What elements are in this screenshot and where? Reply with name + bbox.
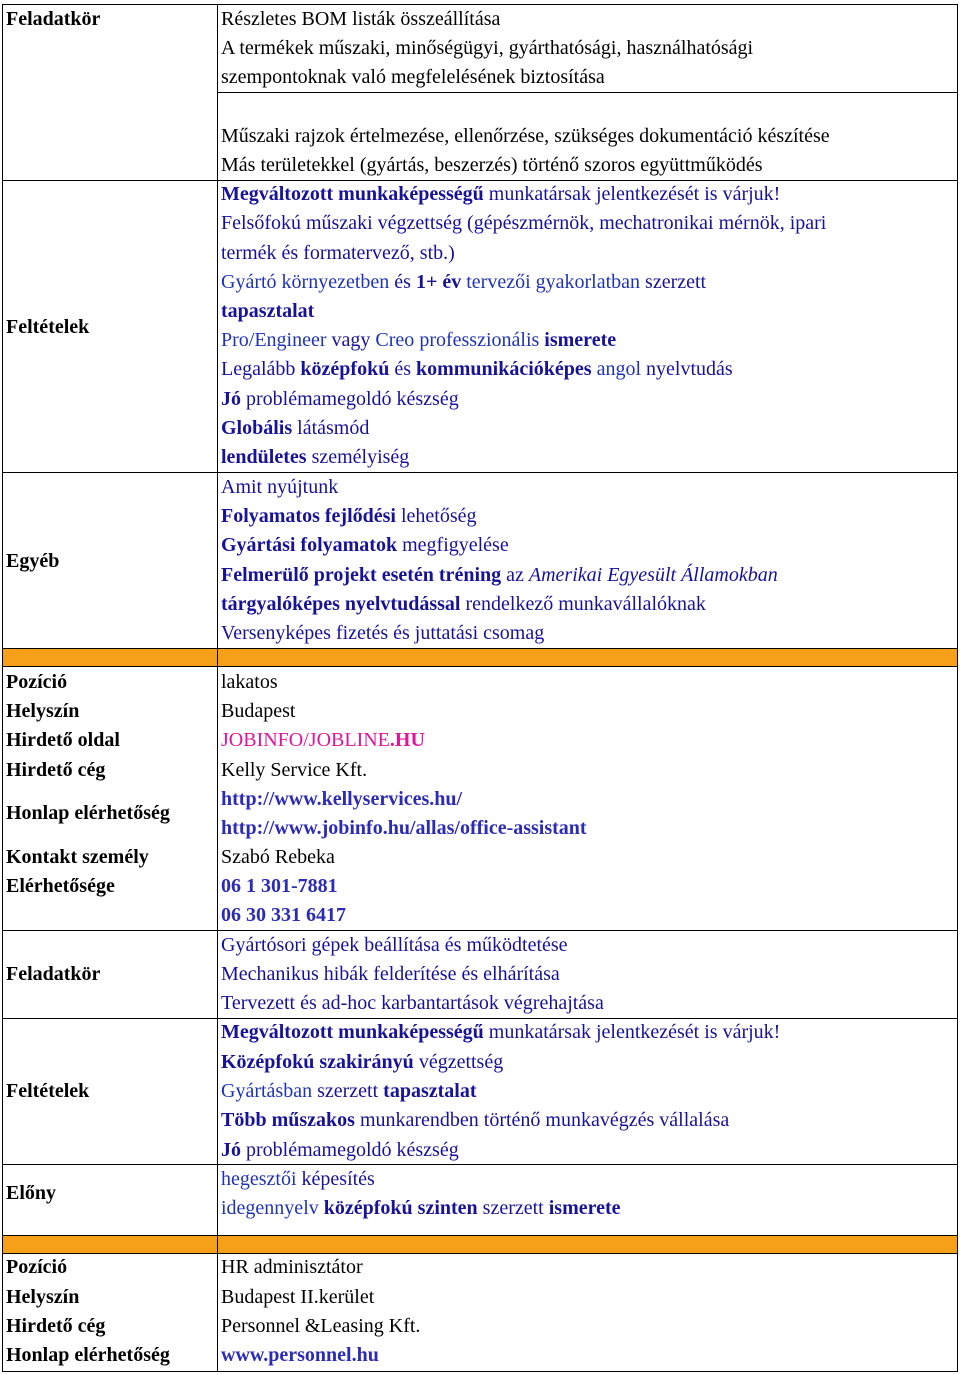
duty-line: Mechanikus hibák felderítése és elhárítása [221,963,560,985]
advantage-line: hegesztői képesítés [221,1168,375,1190]
feltetelek-label: Feltételek [6,1080,90,1102]
feladatkor-label: Feladatkör [6,963,101,985]
helyszin-label: Helyszín [6,1286,80,1308]
pozicio-label: Pozíció [6,671,68,693]
divider [2,180,958,181]
honlap-label: Honlap elérhetőség [6,802,170,824]
divider [2,1018,958,1019]
column-divider [217,1235,218,1254]
helyszin-value: Budapest II.kerület [221,1286,375,1308]
column-divider [217,667,218,1235]
kontakt-label: Kontakt személy [6,846,149,868]
column-divider [217,1254,218,1372]
feladatkor-label: Feladatkör [6,8,101,30]
offer-line: Felmerülő projekt esetén tréning az Amerikai Egyesült Államokban [221,564,778,586]
hirdeto-ceg-value: Kelly Service Kft. [221,759,368,781]
separator-bar [2,648,958,667]
divider [2,1164,958,1165]
separator-bar [2,1235,958,1254]
requirement-line: Több műszakos munkarendben történő munkavégzés vállalása [221,1109,730,1131]
duty-line: Tervezett és ad-hoc karbantartások végrehajtása [221,992,604,1014]
pozicio-label: Pozíció [6,1256,68,1278]
hirdeto-ceg-label: Hirdető cég [6,1315,106,1337]
requirement-line: Gyártó környezetben és 1+ év tervezői gyakorlatban szerzett [221,271,707,293]
website-link[interactable]: http://www.jobinfo.hu/allas/office-assistant [221,817,587,839]
duty-line: Részletes BOM listák összeállítása [221,8,501,30]
hirdeto-oldal-value[interactable]: JOBINFO/JOBLINE.HU [221,729,425,751]
honlap-label: Honlap elérhetőség [6,1344,170,1366]
helyszin-label: Helyszín [6,700,80,722]
duty-line: Műszaki rajzok értelmezése, ellenőrzése, szükséges dokumentáció készítése [221,125,830,147]
elerhetosege-label: Elérhetősége [6,875,115,897]
requirement-line: Jó problémamegoldó készség [221,1139,459,1161]
requirement-line: Legalább középfokú és kommunikációképes angol nyelvtudás [221,358,733,380]
website-link[interactable]: http://www.kellyservices.hu/ [221,788,463,810]
hirdeto-ceg-label: Hirdető cég [6,759,106,781]
divider [218,92,958,93]
requirement-line: Globális látásmód [221,417,370,439]
requirement-line: Pro/Engineer vagy Creo professzionális ismerete [221,329,617,351]
elony-label: Előny [6,1182,57,1204]
phone-number[interactable]: 06 1 301-7881 [221,875,338,897]
requirement-line: Gyártásban szerzett tapasztalat [221,1080,477,1102]
requirement-line: tapasztalat [221,300,315,322]
offer-line: Amit nyújtunk [221,476,339,498]
requirement-line: Jó problémamegoldó készség [221,388,459,410]
divider [2,930,958,931]
requirement-line: Felsőfokú műszaki végzettség (gépészmérnök, mechatronikai mérnök, ipari [221,212,827,234]
duty-line: A termékek műszaki, minőségügyi, gyárthatósági, használhatósági [221,37,754,59]
divider [2,472,958,473]
requirement-line: lendületes személyiség [221,446,410,468]
column-divider [217,648,218,667]
duty-line: Más területekkel (gyártás, beszerzés) történő szoros együttműködés [221,154,763,176]
egyeb-label: Egyéb [6,550,60,572]
advantage-line: idegennyelv középfokú szinten szerzett ismerete [221,1197,621,1219]
kontakt-value: Szabó Rebeka [221,846,335,868]
requirement-line: Középfokú szakirányú végzettség [221,1051,504,1073]
duty-line: Gyártósori gépek beállítása és működtetése [221,934,568,956]
pozicio-value: HR adminisztátor [221,1256,363,1278]
phone-number[interactable]: 06 30 331 6417 [221,904,346,926]
website-link[interactable]: www.personnel.hu [221,1344,379,1366]
column-divider [217,4,218,664]
offer-line: tárgyalóképes nyelvtudással rendelkező munkavállalóknak [221,593,706,615]
offer-line: Gyártási folyamatok megfigyelése [221,534,509,556]
helyszin-value: Budapest [221,700,296,722]
duty-line: szempontoknak való megfelelésének biztosítása [221,66,605,88]
feltetelek-label: Feltételek [6,316,90,338]
hirdeto-ceg-value: Personnel &Leasing Kft. [221,1315,421,1337]
offer-line: Folyamatos fejlődési lehetőség [221,505,477,527]
offer-line: Versenyképes fizetés és juttatási csomag [221,622,545,644]
megvaltozott-line: Megváltozott munkaképességű munkatársak jelentkezését is várjuk! [221,183,781,205]
requirement-line: termék és formatervező, stb.) [221,242,455,264]
pozicio-value: lakatos [221,671,278,693]
hirdeto-oldal-label: Hirdető oldal [6,729,120,751]
megvaltozott-line: Megváltozott munkaképességű munkatársak jelentkezését is várjuk! [221,1021,781,1043]
